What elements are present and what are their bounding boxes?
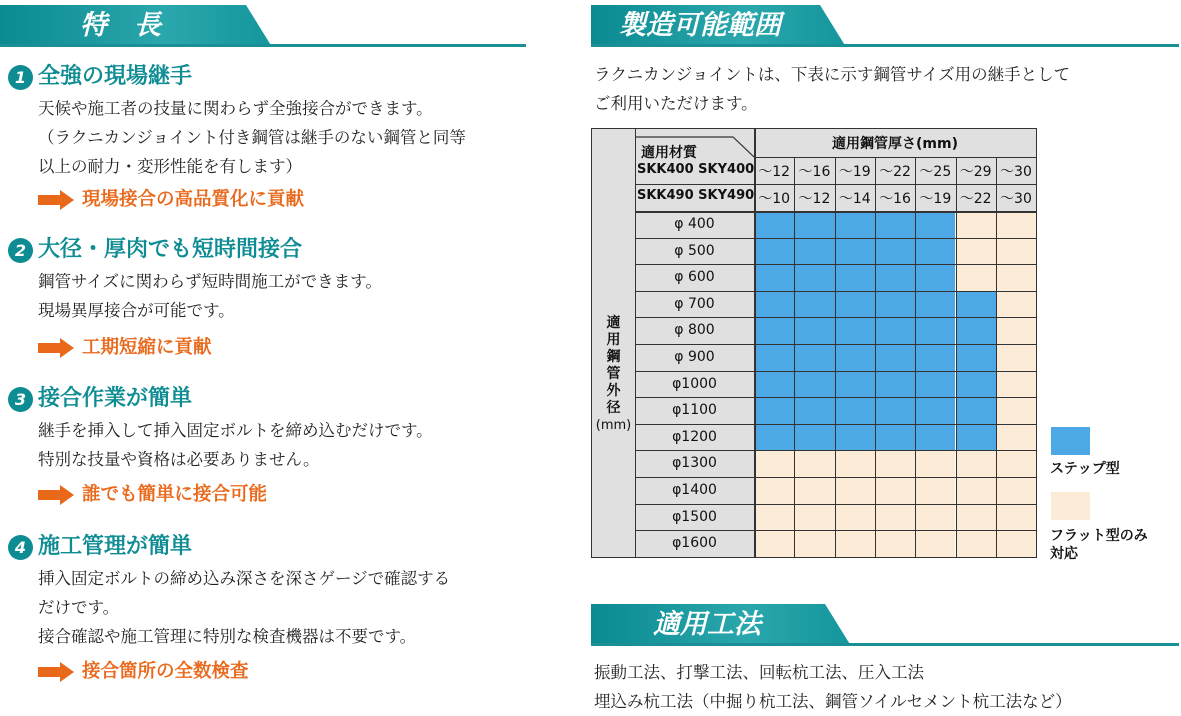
legend-flat-line: 対応	[1050, 546, 1078, 562]
feature-number-badge: 2	[8, 238, 33, 263]
description-line: だけです。	[38, 598, 120, 617]
flat-type-cell	[835, 530, 875, 557]
description-line: 鋼管サイズに関わらず短時間施工ができます。	[38, 272, 382, 291]
step-type-cell	[794, 264, 834, 291]
thickness-cell: ～19	[838, 164, 871, 180]
feature-result-text: 工期短縮に貢献	[82, 337, 212, 358]
step-type-cell	[835, 397, 875, 424]
feature-2	[8, 235, 528, 365]
range-title: 製造可能範囲	[619, 10, 781, 41]
diameter-label-char: 適	[606, 315, 621, 331]
flat-type-cell	[754, 504, 794, 531]
flat-type-cell	[915, 504, 955, 531]
diameter-label-char: 外	[606, 383, 621, 399]
step-type-cell	[875, 344, 915, 371]
step-type-cell	[835, 291, 875, 318]
diameter-label: φ1200	[672, 428, 717, 445]
flat-type-cell	[875, 530, 915, 557]
diameter-label-char: 管	[606, 366, 621, 382]
grid-line	[635, 344, 1036, 345]
feature-result	[38, 335, 212, 361]
legend-flat-label	[1050, 527, 1148, 563]
step-type-cell	[794, 211, 834, 238]
diameter-label: φ 700	[674, 295, 715, 312]
arrow-right-icon	[38, 190, 74, 210]
thickness-cell: ～12	[758, 164, 791, 180]
flat-type-cell	[996, 238, 1036, 265]
method-line: 埋込み杭工法（中掘り杭工法、鋼管ソイルセメント杭工法など）	[594, 692, 1072, 711]
thickness-cell: ～22	[879, 164, 911, 180]
grid-line	[635, 184, 1036, 185]
step-type-cell	[915, 424, 955, 451]
step-type-cell	[915, 397, 955, 424]
feature-result-text: 誰でも簡単に接合可能	[82, 484, 268, 505]
range-header-rule	[591, 44, 1179, 47]
thickness-cell: ～12	[798, 191, 831, 207]
feature-title: 大径・厚肉でも短時間接合	[38, 237, 303, 262]
legend-flat-swatch	[1051, 492, 1090, 520]
description-line: 挿入固定ボルトの締め込み深さを深さゲージで確認する	[38, 569, 451, 588]
step-type-cell	[875, 264, 915, 291]
step-type-cell	[915, 317, 955, 344]
diameter-label: φ 600	[674, 269, 715, 286]
step-type-cell	[754, 291, 794, 318]
flat-type-cell	[794, 450, 834, 477]
grid-line	[635, 397, 1036, 398]
flat-type-cell	[794, 477, 834, 504]
flat-type-cell	[996, 450, 1036, 477]
legend-flat-line: フラット型のみ	[1050, 528, 1148, 544]
grid-line	[875, 157, 876, 557]
flat-type-cell	[835, 450, 875, 477]
grid-line	[635, 504, 1036, 505]
description-line: 以上の耐力・変形性能を有します）	[38, 157, 302, 176]
method-line: 振動工法、打撃工法、回転杭工法、圧入工法	[594, 663, 924, 682]
step-type-cell	[794, 291, 834, 318]
step-type-cell	[794, 317, 834, 344]
step-type-cell	[754, 424, 794, 451]
method-header	[591, 604, 1179, 646]
diameter-label: φ1000	[672, 375, 717, 392]
grid-line	[835, 157, 836, 557]
thickness-cell: ～25	[919, 164, 952, 180]
feature-number-badge: 1	[8, 65, 33, 90]
flat-type-cell	[794, 530, 834, 557]
flat-type-cell	[915, 477, 955, 504]
diameter-unit: (mm)	[595, 418, 632, 433]
description-line: （ラクニカンジョイント付き鋼管は継手のない鋼管と同等	[38, 128, 466, 147]
thickness-cell: ～22	[959, 191, 992, 207]
diameter-label: φ1500	[672, 508, 717, 525]
intro-line: ラクニカンジョイントは、下表に示す鋼管サイズ用の継手として	[594, 65, 1071, 84]
step-type-cell	[835, 317, 875, 344]
grid-line	[635, 291, 1036, 292]
flat-type-cell	[956, 264, 996, 291]
size-range-table	[591, 128, 1037, 558]
feature-title: 施工管理が簡単	[38, 534, 193, 559]
step-type-cell	[794, 424, 834, 451]
material-header: 適用材質	[641, 145, 697, 161]
flat-type-cell	[754, 530, 794, 557]
thickness-header: 適用鋼管厚さ(mm)	[832, 136, 958, 152]
range-header	[591, 5, 1179, 47]
grid-line	[754, 157, 1036, 158]
diameter-label: φ1400	[672, 482, 717, 498]
thickness-cell: ～30	[1000, 191, 1032, 207]
feature-3	[8, 384, 528, 514]
step-type-cell	[754, 371, 794, 398]
step-type-cell	[754, 344, 794, 371]
features-header-rule	[0, 44, 526, 47]
description-line: 継手を挿入して挿入固定ボルトを締め込むだけです。	[38, 421, 433, 440]
flat-type-cell	[996, 424, 1036, 451]
thickness-cell: ～30	[1000, 164, 1032, 180]
step-type-cell	[835, 344, 875, 371]
flat-type-cell	[915, 530, 955, 557]
grid-line	[635, 238, 1036, 239]
flat-type-cell	[875, 450, 915, 477]
grid-line	[635, 264, 1036, 265]
material-row-2: SKK490 SKY490	[637, 188, 755, 203]
flat-type-cell	[794, 504, 834, 531]
step-type-cell	[875, 291, 915, 318]
grid-line	[635, 530, 1036, 531]
feature-result-text: 接合箇所の全数検査	[82, 661, 249, 682]
step-type-cell	[915, 291, 955, 318]
step-type-cell	[835, 211, 875, 238]
step-type-cell	[875, 424, 915, 451]
step-type-cell	[956, 371, 996, 398]
description-line: 現場異厚接合が可能です。	[38, 301, 235, 320]
flat-type-cell	[996, 344, 1036, 371]
diameter-label: φ 500	[674, 242, 715, 259]
method-header-rule	[591, 643, 1179, 646]
step-type-cell	[915, 264, 955, 291]
diameter-label: φ 800	[674, 322, 715, 339]
feature-number-badge: 3	[8, 387, 33, 412]
grid-line	[635, 129, 636, 557]
flat-type-cell	[996, 291, 1036, 318]
feature-result	[38, 659, 249, 685]
material-row-1: SKK400 SKY400	[637, 162, 755, 177]
description-line: 接合確認や施工管理に特別な検査機器は不要です。	[38, 627, 417, 646]
flat-type-cell	[996, 211, 1036, 238]
step-type-cell	[915, 344, 955, 371]
flat-type-cell	[956, 450, 996, 477]
flat-type-cell	[996, 371, 1036, 398]
step-type-cell	[915, 371, 955, 398]
step-type-cell	[835, 264, 875, 291]
flat-type-cell	[835, 477, 875, 504]
grid-line	[794, 157, 795, 557]
step-type-cell	[956, 424, 996, 451]
step-type-cell	[794, 371, 834, 398]
step-type-cell	[956, 291, 996, 318]
flat-type-cell	[835, 504, 875, 531]
diameter-axis-label	[592, 315, 635, 434]
step-type-cell	[956, 317, 996, 344]
step-type-cell	[956, 397, 996, 424]
thickness-cell: ～10	[758, 191, 791, 207]
flat-type-cell	[956, 530, 996, 557]
thickness-cell: ～14	[838, 191, 871, 207]
description-line: 特別な技量や資格は必要ありません。	[38, 450, 320, 469]
feature-title: 全強の現場継手	[38, 64, 193, 89]
step-type-cell	[754, 317, 794, 344]
diameter-label: φ1300	[672, 455, 717, 472]
feature-result-text: 現場接合の高品質化に貢献	[82, 189, 305, 210]
step-type-cell	[835, 424, 875, 451]
feature-description	[38, 564, 450, 651]
step-type-cell	[956, 344, 996, 371]
diameter-label: φ1100	[672, 402, 717, 419]
flat-type-cell	[875, 504, 915, 531]
diameter-label: φ 400	[674, 216, 715, 232]
step-type-cell	[875, 397, 915, 424]
flat-type-cell	[956, 477, 996, 504]
arrow-right-icon	[38, 662, 74, 682]
grid-line	[635, 477, 1036, 478]
feature-description	[38, 416, 433, 474]
grid-line	[635, 211, 1036, 213]
thickness-cell: ～16	[879, 191, 911, 207]
flat-type-cell	[996, 504, 1036, 531]
arrow-right-icon	[38, 338, 74, 358]
flat-type-cell	[996, 530, 1036, 557]
step-type-cell	[875, 238, 915, 265]
flat-type-cell	[875, 477, 915, 504]
method-list	[594, 658, 1072, 716]
diameter-label-char: 鋼	[606, 349, 621, 365]
step-type-cell	[875, 317, 915, 344]
grid-line	[956, 157, 957, 557]
flat-type-cell	[996, 264, 1036, 291]
step-type-cell	[835, 371, 875, 398]
range-intro	[594, 60, 1070, 118]
grid-line	[754, 129, 756, 557]
flat-type-cell	[996, 477, 1036, 504]
flat-type-cell	[956, 504, 996, 531]
feature-1	[8, 62, 528, 212]
grid-line	[996, 157, 997, 557]
thickness-cell: ～29	[959, 164, 992, 180]
features-title: 特 長	[80, 10, 161, 41]
arrow-right-icon	[38, 485, 74, 505]
feature-title: 接合作業が簡単	[38, 386, 193, 411]
diameter-label-char: 径	[606, 400, 621, 416]
step-type-cell	[794, 238, 834, 265]
step-type-cell	[915, 238, 955, 265]
feature-result	[38, 187, 304, 213]
legend-step-swatch	[1051, 427, 1090, 455]
step-type-cell	[794, 397, 834, 424]
step-type-cell	[915, 211, 955, 238]
description-line: 天候や施工者の技量に関わらず全強接合ができます。	[38, 99, 433, 118]
step-type-cell	[794, 344, 834, 371]
step-type-cell	[754, 238, 794, 265]
feature-4	[8, 532, 528, 692]
flat-type-cell	[754, 477, 794, 504]
features-header	[0, 5, 526, 47]
step-type-cell	[875, 371, 915, 398]
diameter-label-char: 用	[606, 332, 621, 348]
flat-type-cell	[956, 238, 996, 265]
feature-description	[38, 94, 466, 181]
method-title: 適用工法	[653, 609, 761, 640]
flat-type-cell	[915, 450, 955, 477]
flat-type-cell	[996, 317, 1036, 344]
legend-step-label: ステップ型	[1050, 461, 1120, 477]
flat-type-cell	[996, 397, 1036, 424]
step-type-cell	[754, 264, 794, 291]
step-type-cell	[875, 211, 915, 238]
grid-line	[635, 317, 1036, 318]
step-type-cell	[754, 397, 794, 424]
feature-number-badge: 4	[8, 535, 33, 560]
flat-type-cell	[956, 211, 996, 238]
diameter-label: φ 900	[674, 349, 715, 365]
grid-line	[915, 157, 916, 557]
step-type-cell	[754, 211, 794, 238]
grid-line	[635, 371, 1036, 372]
diameter-label: φ1600	[672, 535, 717, 552]
feature-description	[38, 267, 382, 325]
thickness-cell: ～16	[798, 164, 831, 180]
intro-line: ご利用いただけます。	[594, 94, 758, 113]
step-type-cell	[835, 238, 875, 265]
thickness-cell: ～19	[919, 191, 952, 207]
flat-type-cell	[754, 450, 794, 477]
grid-line	[635, 424, 1036, 425]
feature-result	[38, 482, 267, 508]
grid-line	[635, 450, 1036, 451]
